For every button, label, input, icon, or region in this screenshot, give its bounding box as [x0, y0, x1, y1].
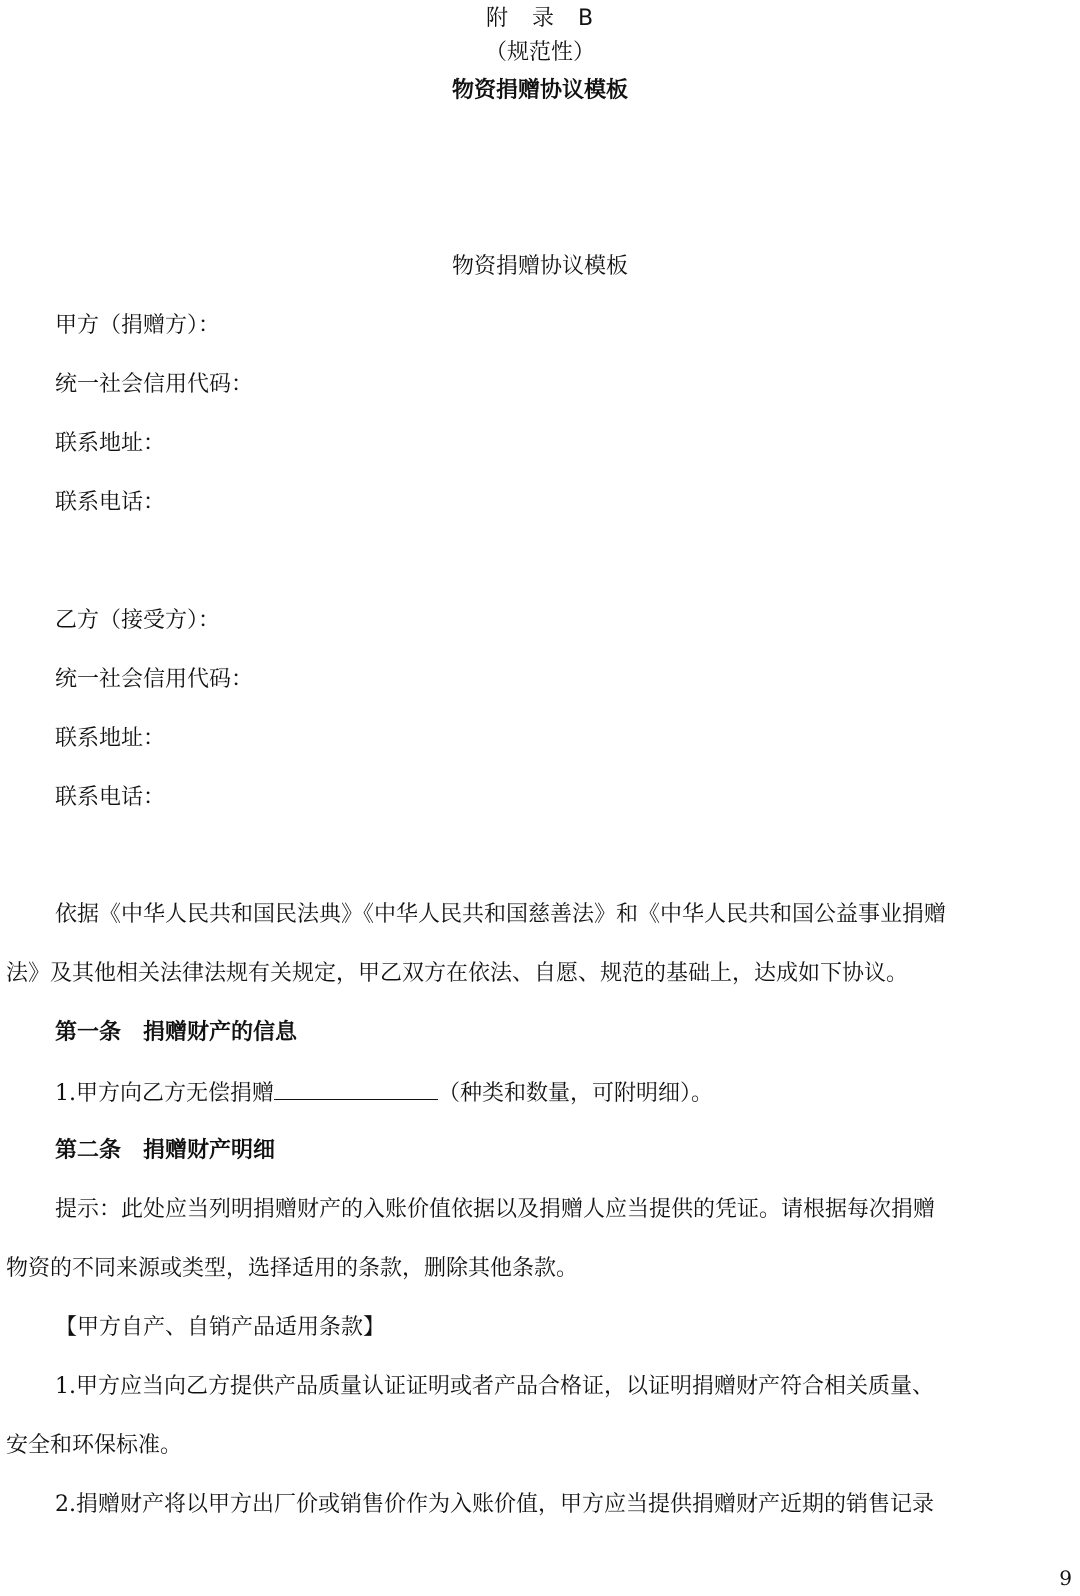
appendix-label: 附 录 B	[485, 6, 595, 31]
article-1-heading: 第一条 捐赠财产的信息	[55, 1020, 298, 1045]
clause-item-2-line-1: 2.捐赠财产将以甲方出厂价或销售价作为入账价值，甲方应当提供捐赠财产近期的销售记录	[55, 1492, 934, 1517]
appendix-nature: （规范性）	[484, 40, 595, 65]
party-b-address: 联系地址：	[55, 726, 166, 751]
tip-line-2: 物资的不同来源或类型，选择适用的条款，删除其他条款。	[6, 1256, 579, 1281]
party-a-credit-code: 统一社会信用代码：	[55, 372, 254, 397]
party-a-phone: 联系电话：	[55, 490, 166, 515]
preamble-line-2: 法》及其他相关法律法规有关规定，甲乙双方在依法、自愿、规范的基础上，达成如下协议。	[6, 961, 909, 986]
party-a-address: 联系地址：	[55, 431, 166, 456]
clause-item-1-line-1: 1.甲方应当向乙方提供产品质量认证证明或者产品合格证，以证明捐赠财产符合相关质量、	[55, 1374, 934, 1399]
party-b-phone: 联系电话：	[55, 785, 166, 810]
tip-line-1: 提示：此处应当列明捐赠财产的入账价值依据以及捐赠人应当提供的凭证。请根据每次捐赠	[55, 1197, 936, 1222]
party-b-label: 乙方（接受方）：	[55, 608, 221, 633]
clause-item-1-line-2: 安全和环保标准。	[6, 1433, 183, 1458]
article-1-item-1-suffix: （种类和数量，可附明细）。	[438, 1081, 714, 1106]
document-title: 物资捐赠协议模板	[451, 254, 628, 279]
preamble-line-1: 依据《中华人民共和国民法典》《中华人民共和国慈善法》和《中华人民共和国公益事业捐赠	[55, 902, 947, 927]
article-2-heading: 第二条 捐赠财产明细	[55, 1138, 276, 1163]
party-a-label: 甲方（捐赠方）：	[55, 313, 221, 338]
appendix-title: 物资捐赠协议模板	[451, 78, 628, 103]
party-b-credit-code: 统一社会信用代码：	[55, 667, 254, 692]
fill-in-blank	[274, 1077, 438, 1100]
clause-title: 【甲方自产、自销产品适用条款】	[55, 1315, 386, 1340]
article-1-item-1-text: 1.甲方向乙方无偿捐赠	[55, 1081, 274, 1106]
article-1-item-1	[55, 1077, 713, 1109]
page-number: 9	[1059, 1566, 1072, 1590]
